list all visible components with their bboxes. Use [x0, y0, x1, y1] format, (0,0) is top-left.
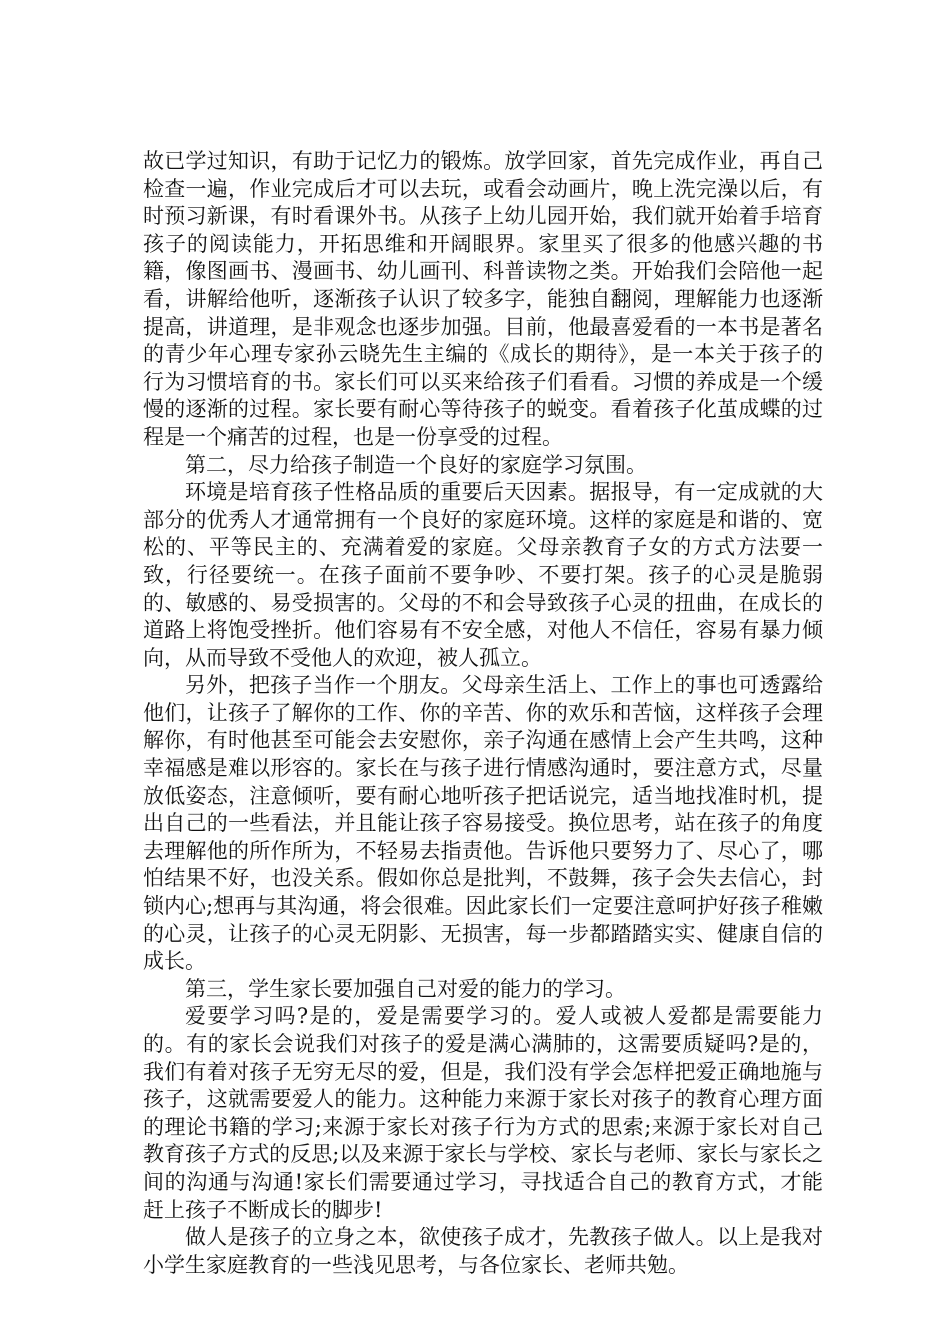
document-body: [143, 148, 823, 1279]
paragraph-conclusion: 做人是孩子的立身之本，欲使孩子成才，先教孩子做人。以上是我对小学生家庭教育的一些浅见思考，与各位家长、老师共勉。: [143, 1225, 823, 1277]
paragraph-study-habits: 故已学过知识，有助于记忆力的锻炼。放学回家，首先完成作业，再自己检查一遍，作业完成后才可以去玩，或看会动画片，晚上洗完澡以后，有时预习新课，有时看课外书。从孩子上幼儿园开始，我们就开始着手培育孩子的阅读能力，开拓思维和开阔眼界。家里买了很多的他感兴趣的书籍，像图画书、漫画书、幼儿画刊、科普读物之类。开始我们会陪他一起看，讲解给他听，逐渐孩子认识了较多字，能独自翻阅，理解能力也逐渐提高，讲道理，是非观念也逐步加强。目前，他最喜爱看的一本书是著名的青少年心理专家孙云晓先生主编的《成长的期待》，是一本关于孩子的行为习惯培育的书。家长们可以买来给孩子们看看。习惯的养成是一个缓慢的逐渐的过程。家长要有耐心等待孩子的蜕变。看着孩子化茧成蝶的过程是一个痛苦的过程，也是一份享受的过程。: [143, 149, 823, 449]
section-heading-family-atmosphere: 第二，尽力给孩子制造一个良好的家庭学习氛围。: [185, 452, 647, 477]
paragraph-child-as-friend: 另外，把孩子当作一个朋友。父母亲生活上、工作上的事也可透露给他们，让孩子了解你的工作、你的辛苦、你的欢乐和苦恼，这样孩子会理解你，有时他甚至可能会去安慰你，亲子沟通在感情上会产生共鸣，这种幸福感是难以形容的。家长在与孩子进行情感沟通时，要注意方式，尽量放低姿态，注意倾听，要有耐心地听孩子把话说完，适当地找准时机，提出自己的一些看法，并且能让孩子容易接受。换位思考，站在孩子的角度去理解他的所作所为，不轻易去指责他。告诉他只要努力了、尽心了，哪怕结果不好，也没关系。假如你总是批判，不鼓舞，孩子会失去信心，封锁内心;想再与其沟通，将会很难。因此家长们一定要注意呵护好孩子稚嫩的心灵，让孩子的心灵无阴影、无损害，每一步都踏踏实实、健康自信的成长。: [143, 673, 823, 974]
section-heading-learning-love: 第三，学生家长要加强自己对爱的能力的学习。: [185, 976, 626, 1001]
paragraph-love-needs-learning: 爱要学习吗?是的，爱是需要学习的。爱人或被人爱都是需要能力的。有的家长会说我们对孩子的爱是满心满肺的，这需要质疑吗?是的，我们有着对孩子无穷无尽的爱，但是，我们没有学会怎样把爱正确地施与孩子，这就需要爱人的能力。这种能力来源于家长对孩子的教育心理方面的理论书籍的学习;来源于家长对孩子行为方式的思索;来源于家长对自己教育孩子方式的反思;以及来源于家长与学校、家长与老师、家长与家长之间的沟通与沟通!家长们需要通过学习，寻找适合自己的教育方式，才能赶上孩子不断成长的脚步!: [143, 1004, 823, 1222]
paragraph-family-environment: 环境是培育孩子性格品质的重要后天因素。据报导，有一定成就的大部分的优秀人才通常拥有一个良好的家庭环境。这样的家庭是和谐的、宽松的、平等民主的、充满着爱的家庭。父母亲教育子女的方式方法要一致，行径要统一。在孩子面前不要争吵、不要打架。孩子的心灵是脆弱的、敏感的、易受损害的。父母的不和会导致孩子心灵的扭曲，在成长的道路上将饱受挫折。他们容易有不安全感，对他人不信任，容易有暴力倾向，从而导致不受他人的欢迎，被人孤立。: [143, 480, 823, 670]
